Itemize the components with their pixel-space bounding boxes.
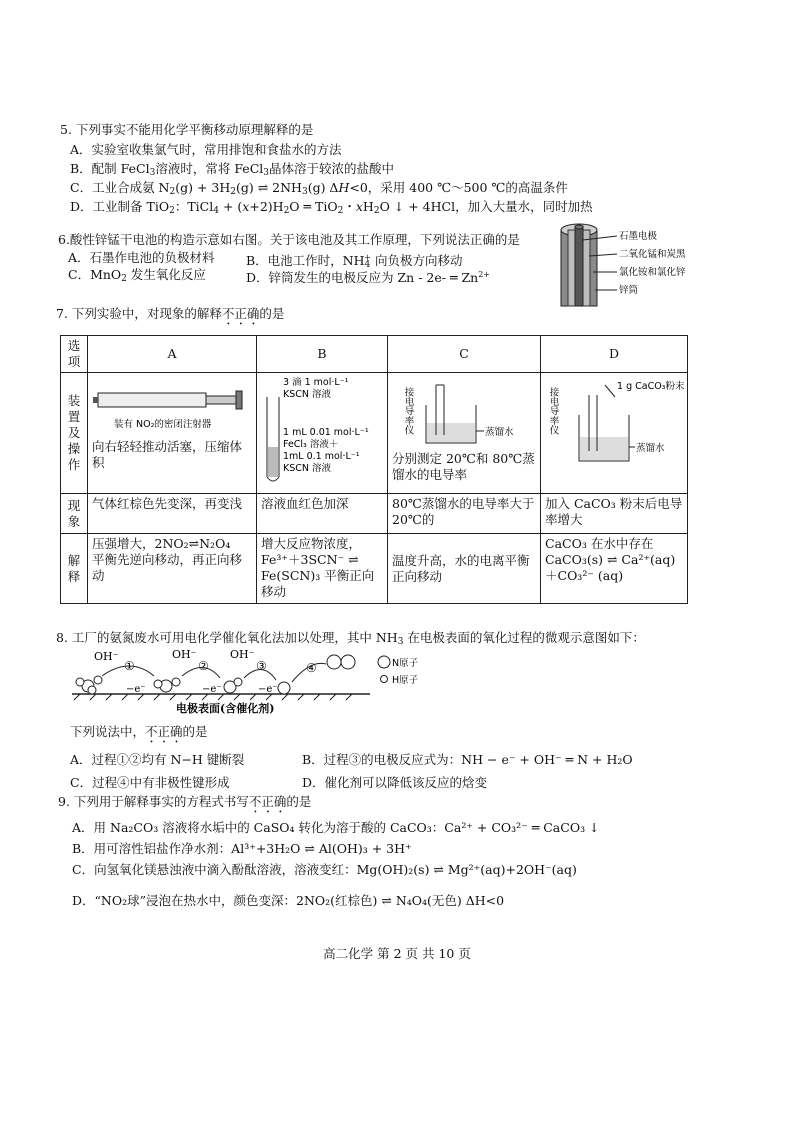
step-2: ② [198,659,209,673]
oh-2: OH⁻ [172,648,197,661]
op-c: 分别测定 20℃和 80℃蒸馏水的电导率 [392,451,535,482]
q9-stem: 9. 下列用于解释事实的方程式书写不正确的是 [58,794,312,809]
page-footer: 高二化学 第 2 页 共 10 页 [323,946,471,961]
cell-b-setup [257,373,388,494]
q9-option-c: C．向氢氧化镁悬浊液中滴入酚酞溶液，溶液变红：Mg(OH)₂(s) ⇌ Mg²⁺(aq)+2OH⁻(aq) [72,862,577,877]
q5-option-d: D．工业制备 TiO$_2$：TiCl$_4$ + $(x+2)H_2O$ ═ TiO$_2$・$xH_2O$ ↓ + 4HCl，加入大量水，同时加热 [70,199,593,216]
legend-n: N原子 [392,658,419,669]
cell-a-setup [88,373,257,494]
op-a: 向右轻轻推动活塞，压缩体积 [92,439,243,470]
q9-option-b: B．用可溶性铝盐作净水剂：Al³⁺+3H₂O ⇌ Al(OH)₃ + 3H⁺ [72,841,412,856]
c-meter-label: 接电导率仪 [402,387,414,435]
e-2: −e⁻ [202,684,222,695]
row-label-setup: 装置及操作 [61,373,88,494]
e-1: −e⁻ [126,684,146,695]
header-c: C [388,336,541,373]
phen-c: 80℃蒸馏水的电导率大于 20℃的 [388,494,541,534]
step-4: ④ [306,661,317,675]
b-mix-3: 1mL 0.1 mol·L⁻¹ [283,451,360,462]
label-nh4cl: 氯化铵和氯化锌 [619,267,686,278]
battery-figure [555,218,695,313]
q6-option-d: D．锌筒发生的电极反应为 Zn - 2e- ═ $Zn^{2+}$ [246,270,490,285]
q5-stem: 5. 下列事实不能用化学平衡移动原理解释的是 [60,122,314,137]
b-mix-4: KSCN 溶液 [283,463,332,474]
step-1: ① [124,659,135,673]
label-mno2: 二氧化锰和炭黑 [619,249,686,260]
row-label-phenomenon: 现象 [61,494,88,534]
q8-option-b: B．过程③的电极反应式为：NH − e⁻ + OH⁻ ═ N + H₂O [302,752,633,767]
phen-a: 气体红棕色先变深，再变浅 [88,494,257,534]
header-option: 选项 [61,336,88,373]
c-water-label: 蒸馏水 [485,427,514,438]
row-label-explanation: 解释 [61,534,88,604]
q8-option-c: C．过程④中有非极性键形成 [70,775,230,790]
phen-d: 加入 CaCO₃ 粉末后电导率增大 [541,494,688,534]
q8-option-a: A．过程①②均有 N−H 键断裂 [70,752,245,767]
b-reagent-2: KSCN 溶液 [283,389,332,400]
oh-1: OH⁻ [94,650,119,663]
q9-option-d: D．“NO₂球”浸泡在热水中，颜色变深：2NO₂(红棕色) ⇌ N₄O₄(无色) ΔH<0 [72,893,505,908]
exp-d: CaCO₃ 在水中存在 CaCO₃(s) ⇌ Ca²⁺(aq) ＋CO₃²⁻ (aq) [541,534,688,604]
surface-label: 电极表面(含催化剂) [176,702,275,715]
b-mix-2: FeCl₃ 溶液＋ [283,439,339,450]
exp-b: 增大反应物浓度， Fe³⁺＋3SCN⁻ ⇌ Fe(SCN)₃ 平衡正向移动 [257,534,388,604]
exp-c: 温度升高，水的电离平衡正向移动 [388,534,541,604]
b-reagent-1: 3 滴 1 mol·L⁻¹ [283,377,349,388]
label-graphite: 石墨电极 [619,231,658,242]
q5-option-c: C．工业合成氨 $N_2(g) + 3H_2(g)$ ⇌ $2NH_3(g)$ ΔH<0，采用 400 ℃～500 ℃的高温条件 [70,180,568,197]
exp-a: 压强增大，2NO₂⇌N₂O₄ 平衡先逆向移动，再正向移动 [88,534,257,604]
syringe-figure [92,375,248,435]
cell-c-setup [388,373,541,494]
legend-h: H原子 [392,675,419,686]
q8-sub-stem: 下列说法中，不正确的是 [70,724,208,739]
phen-b: 溶液血红色加深 [257,494,388,534]
q6-stem: 6.酸性锌锰干电池的构造示意如右图。关于该电池及其工作原理，下列说法正确的是 [58,232,520,247]
q5-option-a: A．实验室收集氯气时，常用排饱和食盐水的方法 [70,142,342,157]
q8-option-d: D．催化剂可以降低该反应的焓变 [302,775,488,790]
beaker-d-figure [545,375,685,465]
cell-d-setup [541,373,688,494]
q5-option-b: B．配制 FeCl$_3$溶液时，常将 FeCl$_3$晶体溶于较浓的盐酸中 [70,161,395,178]
q8-stem: 8. 工厂的氨氮废水可用电化学催化氧化法加以处理，其中 $NH_3$ 在电极表面的氧化过程的微观示意图如下： [56,630,645,647]
syringe-label: 装有 NO₂的密闭注射器 [114,419,212,430]
test-tube-figure [261,375,379,487]
d-powder-label: 1 g CaCO₃粉末 [617,381,685,392]
q7-table [60,335,688,604]
b-mix-1: 1 mL 0.01 mol·L⁻¹ [283,427,369,438]
header-d: D [541,336,688,373]
step-3: ③ [256,659,267,673]
label-zinc: 锌筒 [619,285,639,296]
q8-mechanism-figure [70,646,450,714]
header-b: B [257,336,388,373]
q6-option-a: A．石墨作电池的负极材料 [68,250,215,265]
header-a: A [88,336,257,373]
beaker-c-figure [392,375,530,447]
d-water-label: 蒸馏水 [636,443,665,454]
q6-option-b: B．电池工作时，$NH_4^+$ 向负极方向移动 [246,253,463,270]
d-meter-label: 接电导率仪 [547,387,559,435]
q7-stem: 7. 下列实验中，对现象的解释不正确的是 [56,306,285,321]
oh-3: OH⁻ [230,648,255,661]
q6-option-c: C．MnO$_2$ 发生氧化反应 [68,267,206,284]
q9-option-a: A．用 Na₂CO₃ 溶液将水垢中的 CaSO₄ 转化为溶于酸的 CaCO₃：Ca²⁺ + CO₃²⁻ ═ CaCO₃ ↓ [72,820,600,835]
e-3: −e⁻ [258,684,278,695]
